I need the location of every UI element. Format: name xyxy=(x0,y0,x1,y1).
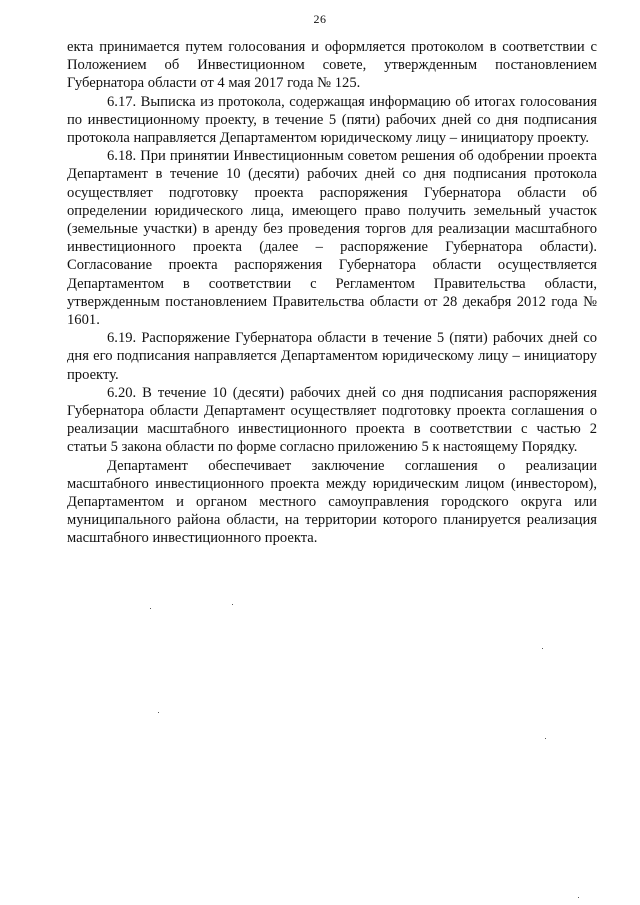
scan-speck xyxy=(542,648,543,649)
scan-speck xyxy=(158,712,159,713)
paragraph-6-20: 6.20. В течение 10 (десяти) рабочих дней со дня подписания распоряжения Губернатора области Департамент осуществляет подготовку проекта соглашения о реализации масштабного инвестиционного проекта в соответствии с частью 2 статьи 5 закона области по форме согласно приложению 5 к настоящему Порядку. xyxy=(67,384,597,456)
paragraph-6-17: 6.17. Выписка из протокола, содержащая информацию об итогах голосования по инвестиционному проекту, в течение 5 (пяти) рабочих дней со дня подписания протокола направляется Департаментом юридическому лицу – инициатору проекту. xyxy=(67,93,597,147)
paragraph-6-19: 6.19. Распоряжение Губернатора области в течение 5 (пяти) рабочих дней со дня его подписания направляется Департаментом юридическому лицу – инициатору проекту. xyxy=(67,330,597,383)
document-body xyxy=(67,38,597,548)
scan-speck xyxy=(545,738,546,739)
scan-speck xyxy=(150,608,151,609)
scan-speck xyxy=(578,897,579,898)
scan-speck xyxy=(232,604,233,605)
page-number: 26 xyxy=(313,12,327,26)
paragraph-department-agreement: Департамент обеспечивает заключение соглашения о реализации масштабного инвестиционного проекта между юридическим лицом (инвестором), Департаментом и органом местного самоуправления городского округа или муниципального района области, на территории которого планируется реализация масштабного инвестиционного проекта. xyxy=(67,457,597,547)
paragraph-continuation: екта принимается путем голосования и оформляется протоколом в соответствии с Положением об Инвестиционном совете, утвержденным постановлением Губернатора области от 4 мая 2017 года № 125. xyxy=(67,39,597,92)
paragraph-6-18: 6.18. При принятии Инвестиционным советом решения об одобрении проекта Департамент в течение 10 (десяти) рабочих дней со дня подписания протокола осуществляет подготовку проекта распоряжения Губернатора области об определении юридического лица, имеющего право получить земельный участок (земельные участки) в аренду без проведения торгов для реализации масштабного инвестиционного проекта (далее – распоряжение Губернатора области). Согласование проекта распоряжения Губернатора области осуществляется Департаментом в соответствии с Регламентом Правительства области, утвержденным постановлением Правительства области от 28 декабря 2012 года № 1601. xyxy=(67,148,597,329)
